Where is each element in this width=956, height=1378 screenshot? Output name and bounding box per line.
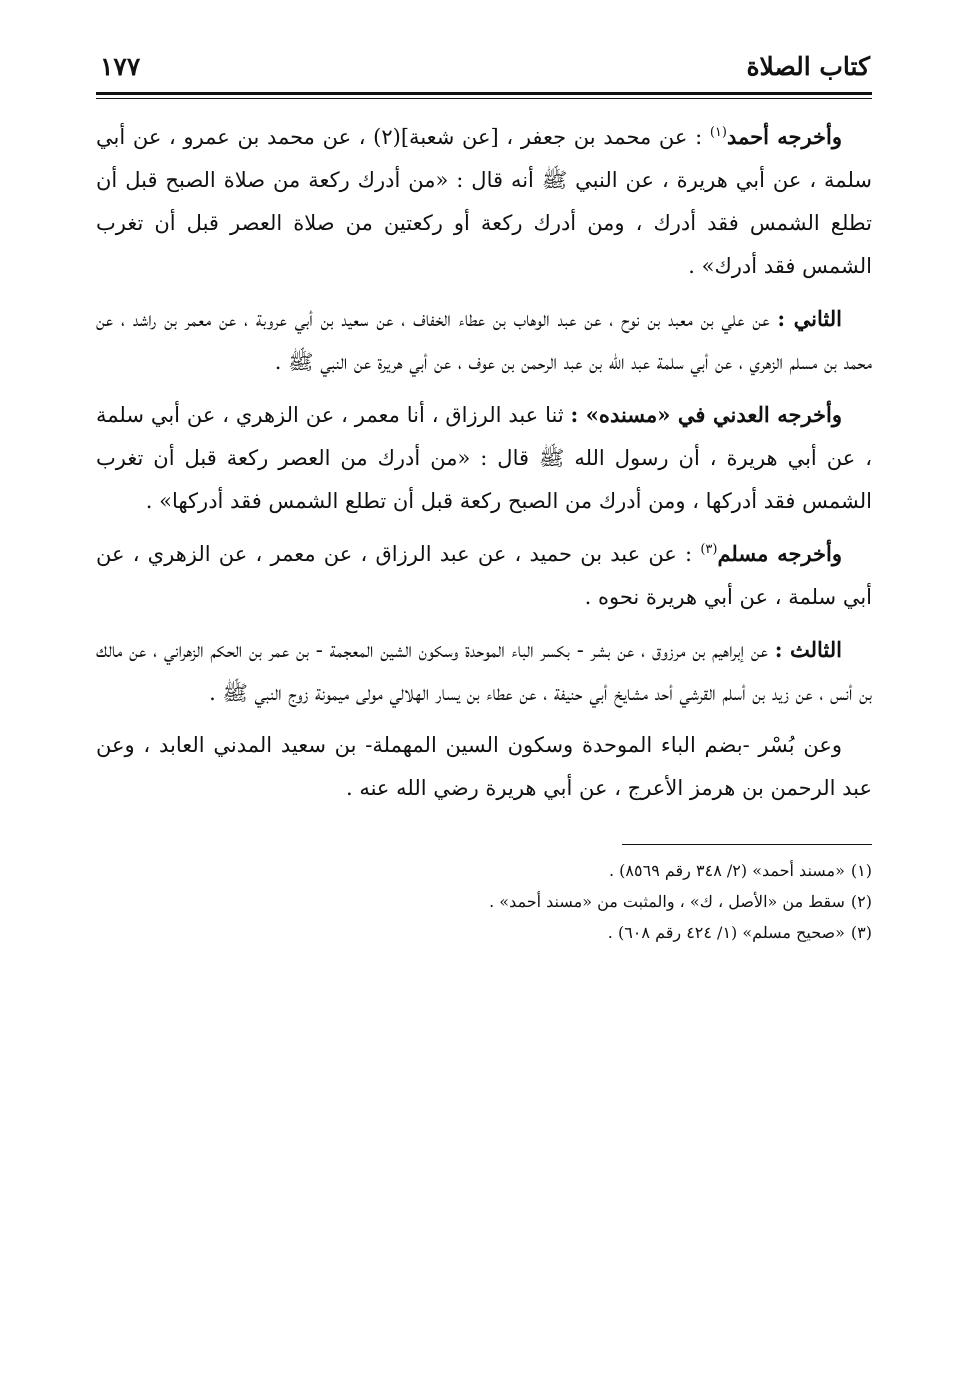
footnote-number: (٢): [850, 892, 872, 911]
footnote-2: [96, 886, 872, 917]
paragraph-text: عن إبراهيم بن مرزوق ، عن بشر - بكسر الباء الموحدة وسكون الشين المعجمة - بن عمر بن الحكم الزهراني ، عن مالك بن أنس ، عن زيد بن أسلم القرشي أحد مشايخ أبي حنيفة ، عن عطاء بن يسار الهلالي مولى ميمونة زوج النبي ﷺ .: [96, 638, 872, 705]
paragraph-text: عن علي بن معبد بن نوح ، عن عبد الوهاب بن عطاء الخفاف ، عن سعيد بن أبي عروبة ، عن معمر بن راشد ، عن محمد بن مسلم الزهري ، عن أبي سلمة عبد الله بن عبد الرحمن بن عوف ، عن أبي هريرة عن النبي ﷺ .: [96, 307, 872, 374]
page-header: [96, 40, 872, 90]
paragraph-text: : عن عبد بن حميد ، عن عبد الرزاق ، عن معمر ، عن الزهري ، عن أبي سلمة ، عن أبي هريرة نحوه .: [96, 542, 872, 609]
header-rule-thin: [96, 98, 872, 99]
footnote-ref: (٣): [700, 542, 718, 557]
footnote-text: سقط من «الأصل ، ك» ، والمثبت من «مسند أحمد» .: [489, 892, 845, 911]
header-rule-thick: [96, 92, 872, 95]
paragraph-lead: وأخرجه مسلم: [717, 541, 842, 566]
footnote-separator: [622, 844, 872, 845]
paragraph-lead: الثاني :: [777, 306, 842, 331]
footnote-number: (٣): [850, 923, 872, 942]
footnote-ref: (١): [709, 125, 727, 140]
footnotes: [96, 855, 872, 948]
main-text: [96, 115, 872, 810]
paragraph-lead: وأخرجه العدني في «مسنده» :: [570, 402, 843, 427]
paragraph-text: وعن بُسْر -بضم الباء الموحدة وسكون السين المهملة- بن سعيد المدني العابد ، وعن عبد الرحمن بن هرمز الأعرج ، عن أبي هريرة رضي الله عنه .: [96, 733, 872, 800]
paragraph-muslim: [96, 532, 872, 619]
footnote-1: [96, 855, 872, 886]
footnote-text: «صحيح مسلم» (١/ ٤٢٤ رقم ٦٠٨) .: [607, 923, 845, 942]
paragraph-ahmad: [96, 115, 872, 288]
footnote-3: [96, 917, 872, 948]
running-title: كتاب الصلاة: [746, 52, 870, 81]
paragraph-second-chain: [96, 297, 872, 384]
paragraph-busr: [96, 724, 872, 810]
paragraph-text: : عن محمد بن جعفر ، [عن شعبة](٢) ، عن محمد بن عمرو ، عن أبي سلمة ، عن أبي هريرة ، عن النبي ﷺ أنه قال : «من أدرك ركعة من صلاة الصبح قبل أن تطلع الشمس فقد أدرك ، ومن أدرك ركعة أو ركعتين من صلاة العصر قبل أن تغرب الشمس فقد أدرك» .: [96, 125, 872, 278]
paragraph-adani: [96, 393, 872, 523]
paragraph-lead: الثالث :: [774, 637, 842, 662]
page-number: ١٧٧: [100, 52, 141, 81]
footnote-text: «مسند أحمد» (٢/ ٣٤٨ رقم ٨٥٦٩) .: [609, 861, 845, 880]
paragraph-text: ثنا عبد الرزاق ، أنا معمر ، عن الزهري ، عن أبي سلمة ، عن أبي هريرة ، أن رسول الله ﷺ قال : «من أدرك من العصر ركعة قبل أن تغرب الشمس فقد أدركها ، ومن أدرك من الصبح ركعة قبل أن تطلع الشمس فقد أدركها» .: [96, 403, 872, 513]
paragraph-third-chain: [96, 628, 872, 715]
footnote-number: (١): [850, 861, 872, 880]
book-page: [96, 40, 872, 1340]
paragraph-lead: وأخرجه أحمد: [726, 124, 843, 149]
